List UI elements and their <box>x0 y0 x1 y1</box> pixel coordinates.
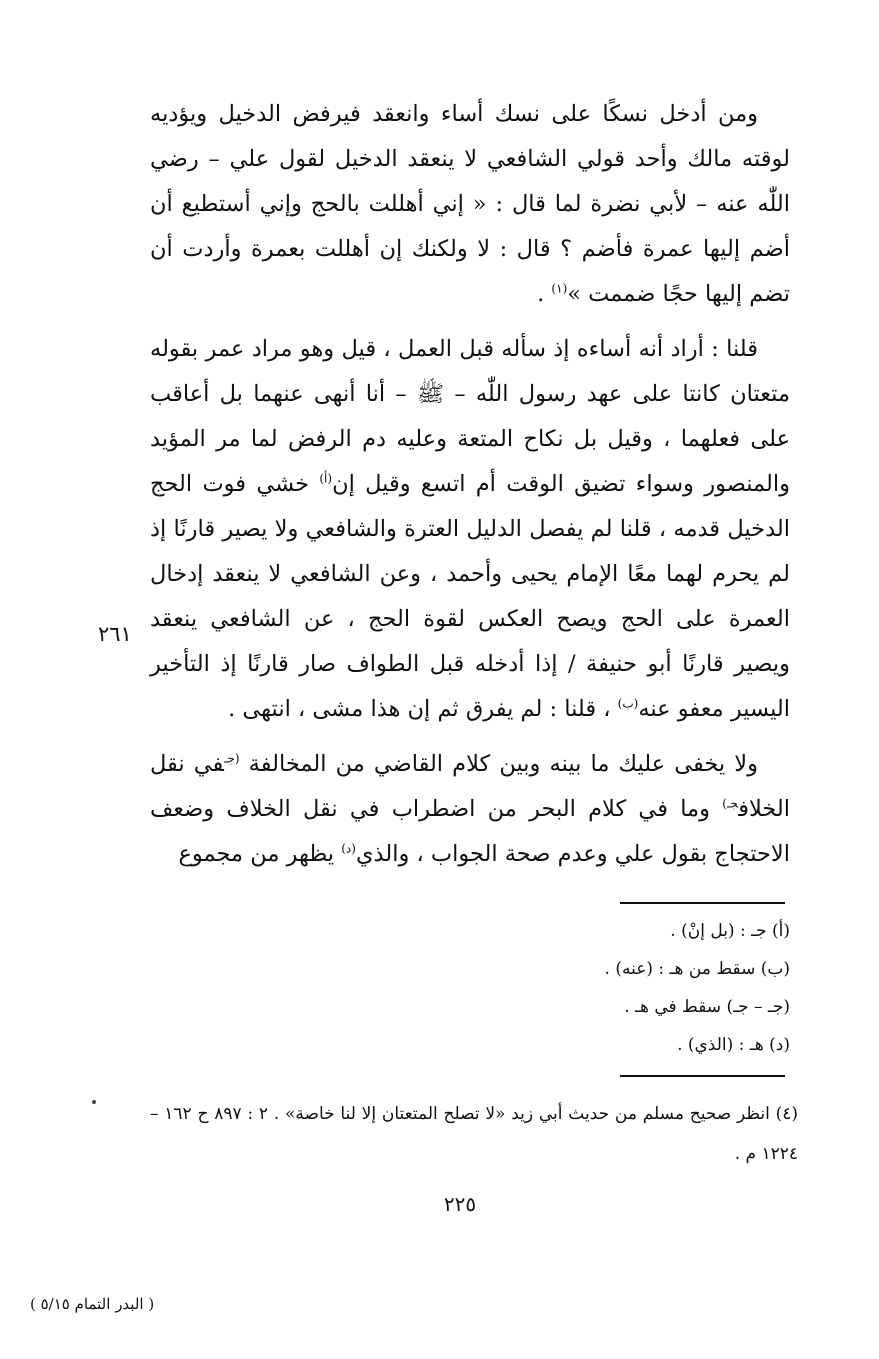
variant-reading-j: (جـ – جـ) سقط في هـ . <box>624 997 790 1017</box>
signature-label: ( البدر التمام ٥/١٥ ) <box>30 1295 155 1313</box>
variant-reading-a: (أ) جـ : (بل إنْ) . <box>670 921 790 941</box>
variant-reading-d: (د) هـ : (الذي) . <box>677 1035 790 1055</box>
variant-ref-j-open: (جـ <box>223 751 240 766</box>
variant-ref-b: (ب) <box>617 696 639 711</box>
manuscript-folio-marker: ٢٦١ <box>98 622 132 646</box>
paragraph-3 <box>150 742 790 877</box>
footnote-ref-1: (١) <box>551 281 568 296</box>
paragraph-3-text-2: في نقل الخلاف <box>150 751 790 822</box>
paragraph-3-text-4: يظهر من مجموع <box>178 841 342 867</box>
variants-separator-rule <box>620 902 785 904</box>
paragraph-3-text-1: ولا يخفى عليك ما بينه وبين كلام القاضي من المخالفة <box>239 751 758 777</box>
variant-reading-b: (ب) سقط من هـ : (عنه) . <box>604 959 790 979</box>
paragraph-3-text-3: وما في كلام البحر من اضطراب في نقل الخلاف وضعف الاحتجاج بقول علي وعدم صحة الجواب ، والذي <box>150 796 790 867</box>
main-text-block <box>150 92 790 877</box>
variant-readings-list <box>150 912 800 1064</box>
variant-ref-a: (أ) <box>319 471 333 486</box>
paragraph-2-text-3: ، قلنا : لم يفرق ثم إن هذا مشى ، انتهى . <box>228 696 618 722</box>
margin-mark <box>92 1100 96 1104</box>
paragraph-2-text-1: قلنا : أراد أنه أساءه إذ سأله قبل العمل ، قيل وهو مراد عمر بقوله متعتان كانتا على عهد رسول اللّٰه – ﷺ – أنا أنهى عنهما بل أعاقب على فعلهما ، وقيل بل نكاح المتعة وعليه دم الرفض لما مر المؤيد والمنصور وسواء تضيق الوقت أم اتسع وقيل إن <box>150 336 790 497</box>
paragraph-1-end: . <box>537 281 552 307</box>
page-number: ٢٢٥ <box>443 1192 477 1216</box>
paragraph-1-text: ومن أدخل نسكًا على نسك أساء وانعقد فيرفض الدخيل ويؤديه لوقته مالك وأحد قولي الشافعي لا ينعقد الدخيل لقول علي – رضي اللّٰه عنه – لأبي نضرة لما قال : « إني أهللت بالحج وإني أستطيع أن أضم إليها عمرة فأضم ؟ قال : لا ولكنك إن أهللت بعمرة وأردت أن تضم إليها حجًا ضممت » <box>150 101 790 307</box>
paragraph-2 <box>150 327 790 732</box>
footnote-4: (٤) انظر صحيح مسلم من حديث أبي زيد «لا تصلح المتعتان إلا لنا خاصة» . ٢ : ٨٩٧ ح ١٦٢ – ١٢٢٤ م . <box>150 1104 798 1164</box>
footnote-separator-rule <box>620 1075 785 1077</box>
variant-ref-d: (د) <box>341 841 356 856</box>
paragraph-2-text-2: خشي فوت الحج الدخيل قدمه ، قلنا لم يفصل الدليل العترة والشافعي ولا يصير قارنًا إذ لم يحرم لهما معًا الإمام يحيى وأحمد ، وعن الشافعي لا ينعقد إدخال العمرة على الحج ويصح العكس لقوة الحج ، عن الشافعي ينعقد ويصير قارنًا أبو حنيفة / إذا أدخله قبل الطواف صار قارنًا إذ التأخير اليسير معفو عنه <box>150 471 790 722</box>
paragraph-1 <box>150 92 790 317</box>
variant-ref-j-close: جـ) <box>722 796 739 811</box>
